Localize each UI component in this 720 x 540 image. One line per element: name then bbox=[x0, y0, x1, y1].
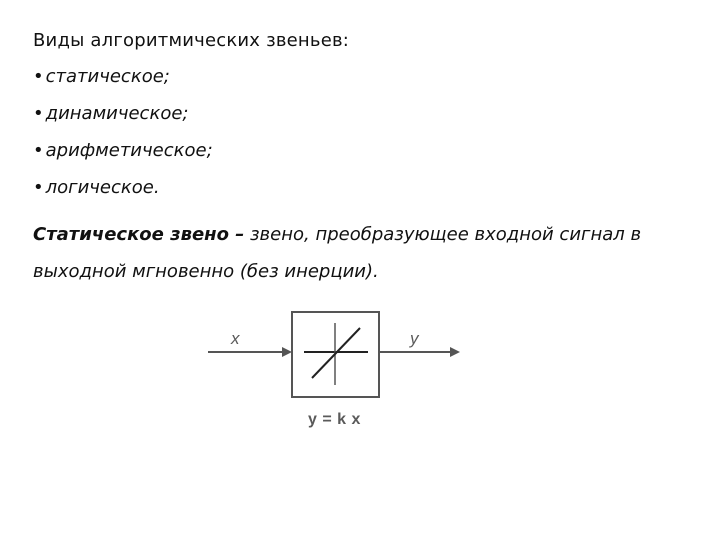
list-item-label: статическое; bbox=[45, 66, 170, 87]
list-item-label: логическое. bbox=[45, 177, 160, 198]
output-arrow-icon bbox=[450, 347, 460, 357]
link-types-list bbox=[33, 66, 213, 214]
bullet-icon: • bbox=[33, 177, 44, 198]
list-item bbox=[33, 66, 213, 103]
definition-term: Статическое звено – bbox=[33, 224, 245, 245]
definition-text: звено, преобразующее входной сигнал в выходной мгновенно (без инерции). bbox=[33, 224, 642, 282]
list-item-label: арифметическое; bbox=[45, 140, 213, 161]
bullet-icon: • bbox=[33, 103, 44, 124]
slide-heading: Виды алгоритмических звеньев: bbox=[33, 30, 350, 51]
input-arrow-icon bbox=[282, 347, 292, 357]
list-item bbox=[33, 140, 213, 177]
output-signal-label: y bbox=[410, 329, 419, 348]
list-item bbox=[33, 103, 213, 140]
input-signal-label: x bbox=[231, 329, 240, 348]
transfer-formula: y = k x bbox=[308, 411, 361, 428]
bullet-icon: • bbox=[33, 140, 44, 161]
static-link-definition bbox=[33, 216, 693, 290]
bullet-icon: • bbox=[33, 66, 44, 87]
static-link-diagram bbox=[200, 305, 480, 440]
list-item bbox=[33, 177, 213, 214]
list-item-label: динамическое; bbox=[45, 103, 189, 124]
